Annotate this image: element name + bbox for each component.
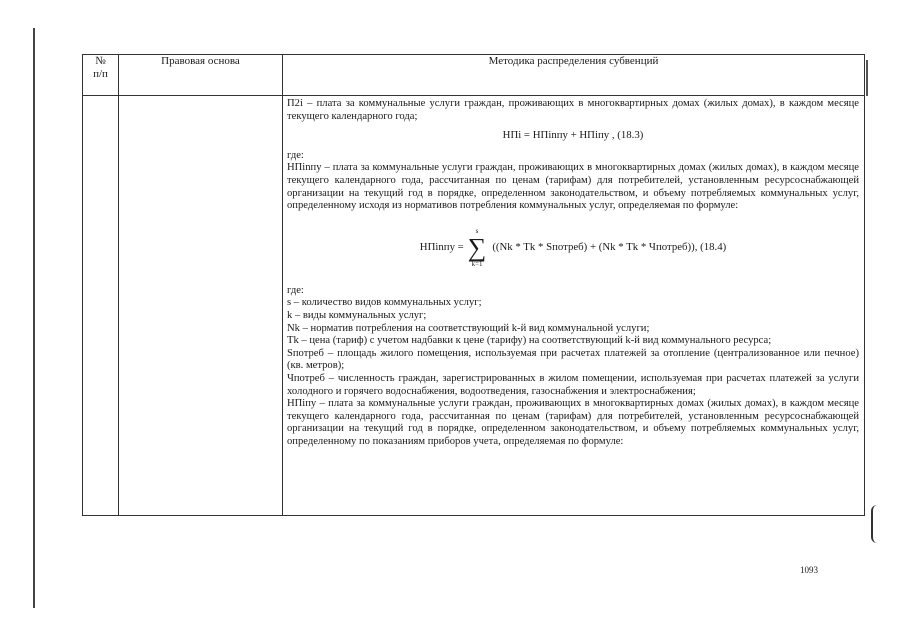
formula-18-3: НПi = НПinпу + НПiпу , (18.3) bbox=[502, 129, 644, 142]
sigma-symbol: ∑ bbox=[467, 232, 487, 262]
scan-edge-mark bbox=[866, 60, 868, 96]
definition-ch-potreb: Чпотреб – численность граждан, зарегистрированных в жилом помещении, используемая при расчетах платежей за услуги холодного и горячего водоснабжения, водоотведения, газоснабжения и электроснабжения; bbox=[287, 372, 859, 397]
sum-lower-limit: k=1 bbox=[471, 259, 483, 268]
cell-methodology bbox=[283, 96, 865, 516]
definition-k: k – виды коммунальных услуг; bbox=[287, 309, 427, 321]
cell-number bbox=[83, 96, 119, 516]
header-number: № п/п bbox=[83, 55, 119, 96]
regulation-table bbox=[82, 54, 865, 516]
header-legal-basis: Правовая основа bbox=[119, 55, 283, 96]
definition-npipu: НПiпу – плата за коммунальные услуги граждан, проживающих в многоквартирных домах (жилых домах), в каждом месяце текущего календарного года, рассчитанная по ценам (тарифам) для потребителей, установленным ресурсоснабжающей организации на текущий год в порядке, определенном законодательством, и объему потребляемых коммунальных услуг, определенному по показаниям приборов учета, определяемая по формуле: bbox=[287, 398, 859, 447]
definition-nk: Nk – норматив потребления на соответствующий k-й вид коммунальной услуги; bbox=[287, 322, 650, 334]
formula-18-4-left: НПinпу = bbox=[419, 241, 464, 254]
cell-legal-basis bbox=[119, 96, 283, 516]
definition-s: s – количество видов коммунальных услуг; bbox=[287, 297, 482, 309]
definition-tk: Tk – цена (тариф) с учетом надбавки к цене (тарифу) на соответствующий k-й вид коммунального ресурса; bbox=[287, 335, 772, 347]
table-row bbox=[83, 96, 865, 516]
paragraph-p2i: П2i – плата за коммунальные услуги граждан, проживающих в многоквартирных домах (жилых домах), в каждом месяце текущего календарного года; bbox=[287, 98, 859, 122]
header-methodology: Методика распределения субвенций bbox=[283, 55, 865, 96]
sum-upper-limit: s bbox=[475, 226, 479, 235]
where-label: где: bbox=[287, 149, 304, 161]
scan-edge-line bbox=[33, 28, 35, 608]
page-number: 1093 bbox=[800, 565, 818, 575]
formula-18-4 bbox=[287, 217, 859, 279]
where-label: где: bbox=[287, 284, 304, 296]
scan-bracket-mark bbox=[871, 505, 877, 543]
definition-s-potreb: Sпотреб – площадь жилого помещения, используемая при расчетах платежей за отопление (централизованное или печное) (кв. метров); bbox=[287, 347, 859, 372]
table-header-row bbox=[83, 55, 865, 96]
paragraph-npinpu: НПinпу – плата за коммунальные услуги граждан, проживающих в многоквартирных домах (жилых домах), в каждом месяце текущего календарного года, рассчитанная по ценам (тарифам) для потребителей, установленным ресурсоснабжающей организации на текущий год в порядке, определенном законодательством, и объему потребляемых коммунальных услуг, определенному исходя из нормативов потребления коммунальных услуг, определяемая по формуле: bbox=[287, 162, 859, 212]
formula-18-4-right: ((Nk * Tk * Sпотреб) + (Nk * Tk * Чпотреб)), (18.4) bbox=[492, 241, 727, 254]
sum-sign bbox=[468, 228, 487, 268]
